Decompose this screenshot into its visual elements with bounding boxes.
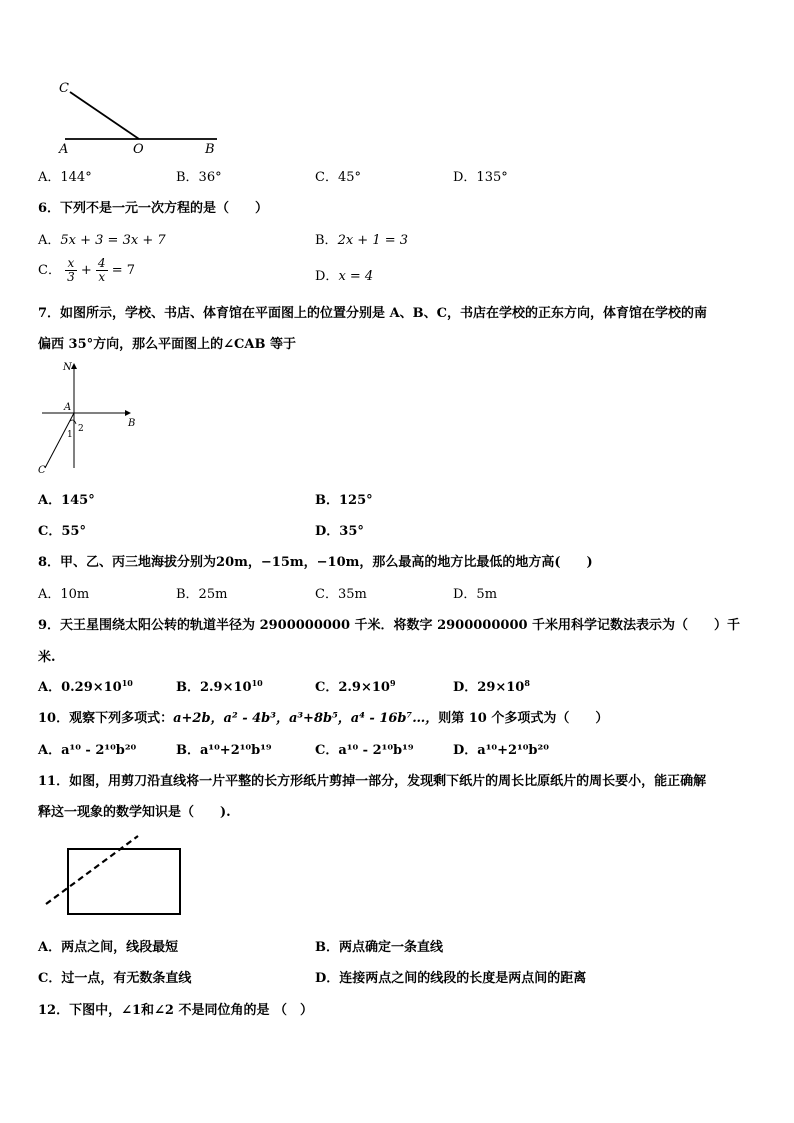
q7-option-c[interactable]: C．55° xyxy=(38,524,86,539)
label-a: A xyxy=(64,402,72,413)
q9-stem-line2: 米. xyxy=(38,650,56,665)
q6-option-d[interactable] xyxy=(315,265,373,284)
q7-stem-line1: 7．如图所示，学校、书店、体育馆在平面图上的位置分别是 A、B、C，书店在学校的正东方向，体育馆在学校的南 xyxy=(38,306,707,321)
label-1: 1 xyxy=(67,430,73,440)
q6-option-b[interactable] xyxy=(315,229,408,248)
q6-d-label: D． xyxy=(315,269,339,284)
q8-option-c[interactable]: C．35m xyxy=(315,587,367,602)
q6-c-den2: x xyxy=(98,270,106,284)
label-c: C xyxy=(59,81,69,96)
q10-stem-pre: 10．观察下列多项式： xyxy=(38,711,174,726)
q7-option-d[interactable]: D．35° xyxy=(315,524,364,539)
label-o: O xyxy=(133,142,144,156)
q9-option-b[interactable] xyxy=(176,676,263,695)
q5-option-d[interactable]: D．135° xyxy=(453,170,508,185)
q5-option-a[interactable]: A．144° xyxy=(38,170,92,185)
q9-option-a[interactable] xyxy=(38,676,133,695)
q7-option-b[interactable]: B．125° xyxy=(315,493,373,508)
q10-option-a[interactable]: A．a¹⁰ - 2¹⁰b²⁰ xyxy=(38,743,137,758)
angle-arc xyxy=(70,420,76,424)
q9-a-exp: 10 xyxy=(121,678,133,688)
q9-d-base: D．29×10 xyxy=(453,680,525,695)
figure-rectangle-cut xyxy=(40,832,190,916)
q9-a-base: A．0.29×10 xyxy=(38,680,122,695)
q6-c-label: C． xyxy=(38,263,61,278)
ray-ac xyxy=(45,413,74,468)
q9-b-base: B．2.9×10 xyxy=(176,680,252,695)
q6-stem: 6．下列不是一元一次方程的是（ ） xyxy=(38,201,269,216)
cut-line xyxy=(46,836,138,904)
label-n: N xyxy=(63,362,72,373)
q11-stem-line1: 11．如图，用剪刀沿直线将一片平整的长方形纸片剪掉一部分，发现剩下纸片的周长比原纸片的周长要小，能正确解 xyxy=(38,774,707,789)
q11-option-b[interactable]: B．两点确定一条直线 xyxy=(315,940,443,955)
q11-option-c[interactable]: C．过一点，有无数条直线 xyxy=(38,971,192,986)
q6-c-tail: = 7 xyxy=(111,263,135,278)
q6-b-label: B． xyxy=(315,233,338,248)
q8-option-b[interactable]: B．25m xyxy=(176,587,228,602)
q8-option-d[interactable]: D．5m xyxy=(453,587,498,602)
label-2: 2 xyxy=(78,424,84,434)
q10-option-b[interactable]: B．a¹⁰+2¹⁰b¹⁹ xyxy=(176,743,272,758)
q10-stem xyxy=(38,707,608,726)
q11-option-d[interactable]: D．连接两点之间的线段的长度是两点间的距离 xyxy=(315,971,587,986)
q9-c-base: C．2.9×10 xyxy=(315,680,390,695)
q6-option-a[interactable] xyxy=(38,229,166,248)
q6-c-plus: + xyxy=(80,263,92,278)
label-b: B xyxy=(205,142,215,156)
q10-option-d[interactable]: D．a¹⁰+2¹⁰b²⁰ xyxy=(453,743,549,758)
figure-compass xyxy=(36,360,146,478)
label-c: C xyxy=(38,465,46,476)
ray-oc xyxy=(70,92,139,139)
q9-option-d[interactable] xyxy=(453,676,530,695)
q6-c-num2: 4 xyxy=(97,256,106,270)
q9-c-exp: 9 xyxy=(389,678,396,688)
q11-stem-line2: 释这一现象的数学知识是（ ). xyxy=(38,805,231,820)
figure-angle-aob xyxy=(55,78,225,156)
q8-stem: 8．甲、乙、丙三地海拔分别为20m，−15m，−10m，那么最高的地方比最低的地方高( ) xyxy=(38,555,593,570)
q6-d-expr: x = 4 xyxy=(338,269,374,284)
q5-option-c[interactable]: C．45° xyxy=(315,170,361,185)
q6-c-den1: 3 xyxy=(67,270,75,284)
q7-option-a[interactable]: A．145° xyxy=(38,493,95,508)
q9-d-exp: 8 xyxy=(524,678,530,688)
q10-stem-post: 则第 10 个多项式为（ ） xyxy=(438,711,609,726)
q6-b-expr: 2x + 1 = 3 xyxy=(337,233,409,248)
q6-c-fraction-2 xyxy=(96,257,108,284)
q6-a-label: A． xyxy=(38,233,61,248)
q9-option-c[interactable] xyxy=(315,676,396,695)
q9-stem-line1: 9．天王星围绕太阳公转的轨道半径为 2900000000 千米．将数字 2900000000 千米用科学记数法表示为（ ）千 xyxy=(38,618,741,633)
label-a: A xyxy=(59,142,69,156)
q6-option-c[interactable] xyxy=(38,257,135,284)
q8-option-a[interactable]: A．10m xyxy=(38,587,90,602)
q9-b-exp: 10 xyxy=(251,678,263,688)
q10-stem-terms: a+2b，a² - 4b³，a³+8b⁵，a⁴ - 16b⁷…， xyxy=(173,711,439,726)
q6-c-fraction-1 xyxy=(65,257,77,284)
q6-c-num1: x xyxy=(65,257,77,271)
q10-option-c[interactable]: C．a¹⁰ - 2¹⁰b¹⁹ xyxy=(315,743,414,758)
q12-stem: 12．下图中，∠1和∠2 不是同位角的是 （ ） xyxy=(38,1003,314,1018)
label-b: B xyxy=(128,418,136,429)
q5-option-b[interactable]: B．36° xyxy=(176,170,222,185)
q7-stem-line2: 偏西 35°方向，那么平面图上的∠CAB 等于 xyxy=(38,337,296,352)
paper-rectangle xyxy=(68,849,180,914)
q11-option-a[interactable]: A．两点之间，线段最短 xyxy=(38,940,179,955)
q6-a-expr: 5x + 3 = 3x + 7 xyxy=(60,233,166,248)
